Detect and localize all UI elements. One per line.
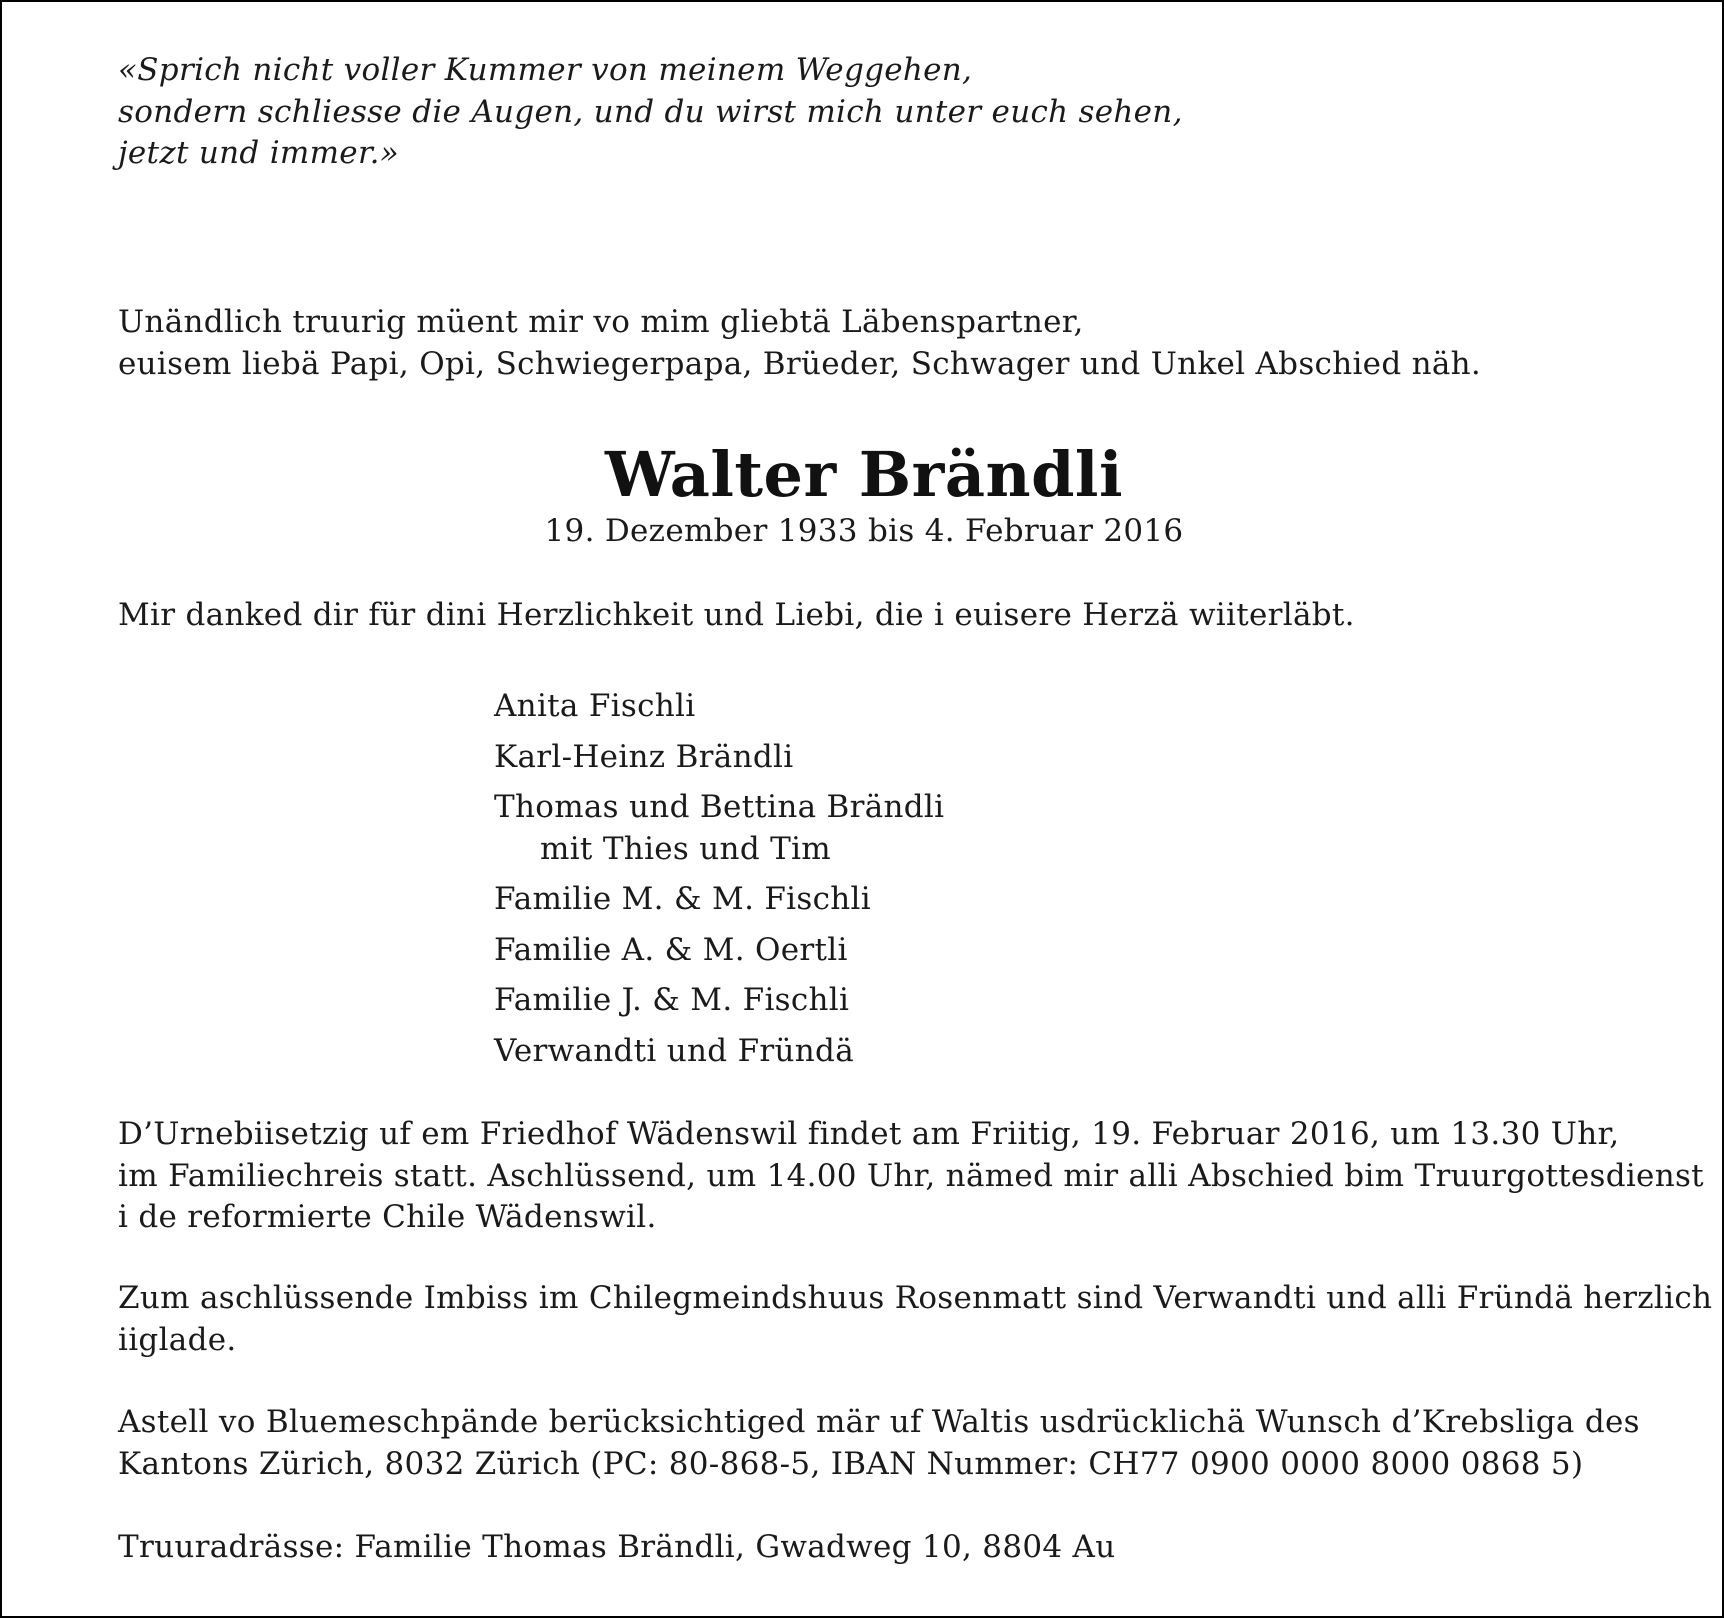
ceremony-line: D’Urnebiisetzig uf em Friedhof Wädenswil findet am Friitig, 19. Februar 2016, um 13.30 Uhr, — [118, 1116, 1620, 1152]
intro-line: euisem liebä Papi, Opi, Schwiegerpapa, Brüeder, Schwager und Unkel Abschied näh. — [118, 345, 1482, 382]
mourner-item — [494, 980, 944, 1022]
ceremony-line: i de reformierte Chile Wädenswil. — [118, 1199, 657, 1235]
mourner-name: Anita Fischli — [494, 688, 696, 724]
motto-line: jetzt und immer.» — [118, 135, 400, 171]
motto-line: sondern schliesse die Augen, und du wirst mich unter euch sehen, — [118, 93, 1183, 130]
mourner-item — [494, 930, 944, 972]
mourner-item — [494, 737, 944, 779]
reception-line: iiglade. — [118, 1321, 237, 1358]
thanks-text — [118, 595, 1355, 637]
mourner-subline: mit Thies und Tim — [540, 830, 832, 867]
address-line: Truuradrässe: Familie Thomas Brändli, Gwadweg 10, 8804 Au — [118, 1529, 1116, 1565]
intro-line: Unändlich truurig müent mir vo mim gliebtä Läbenspartner, — [118, 304, 1084, 340]
mourning-address — [118, 1527, 1116, 1569]
motto-line: «Sprich nicht voller Kummer von meinem Weggehen, — [118, 52, 973, 88]
ceremony-line: im Familiechreis statt. Aschlüssend, um 14.00 Uhr, nämed mir alli Abschied bim Truurgottesdienst — [118, 1157, 1704, 1194]
mourner-name: Familie J. & M. Fischli — [494, 982, 850, 1018]
mourner-name: Verwandti und Fründä — [494, 1032, 854, 1069]
ceremony-text — [118, 1114, 1704, 1239]
donations-line: Astell vo Bluemeschpände berücksichtiged mär uf Waltis usdrücklichä Wunsch d’Krebsliga des — [118, 1404, 1640, 1440]
mourner-name: Familie M. & M. Fischli — [494, 881, 871, 917]
mourner-item — [494, 1031, 944, 1073]
mourner-item — [494, 879, 944, 921]
reception-line: Zum aschlüssende Imbiss im Chilegmeindshuus Rosenmatt sind Verwandti und alli Fründä herzlich — [118, 1280, 1713, 1316]
mourner-name: Familie A. & M. Oertli — [494, 931, 848, 968]
life-dates: 19. Dezember 1933 bis 4. Februar 2016 — [544, 513, 1184, 549]
mourner-item — [494, 787, 944, 870]
intro-text — [118, 302, 1481, 385]
mourner-item — [494, 686, 944, 728]
motto-quote — [118, 50, 1183, 175]
mourner-name: Karl-Heinz Brändli — [494, 738, 794, 775]
donations-line: Kantons Zürich, 8032 Zürich (PC: 80-868-5, IBAN Nummer: CH77 0900 0000 8000 0868 5) — [118, 1445, 1584, 1482]
mourner-name: Thomas und Bettina Brändli — [494, 789, 945, 825]
mourners-list — [494, 686, 944, 1081]
reception-text — [118, 1278, 1712, 1361]
thanks-line: Mir danked dir für dini Herzlichkeit und Liebi, die i euisere Herzä wiiterläbt. — [118, 597, 1355, 633]
donations-text — [118, 1402, 1640, 1485]
deceased-name: Walter Brändli — [604, 438, 1124, 511]
